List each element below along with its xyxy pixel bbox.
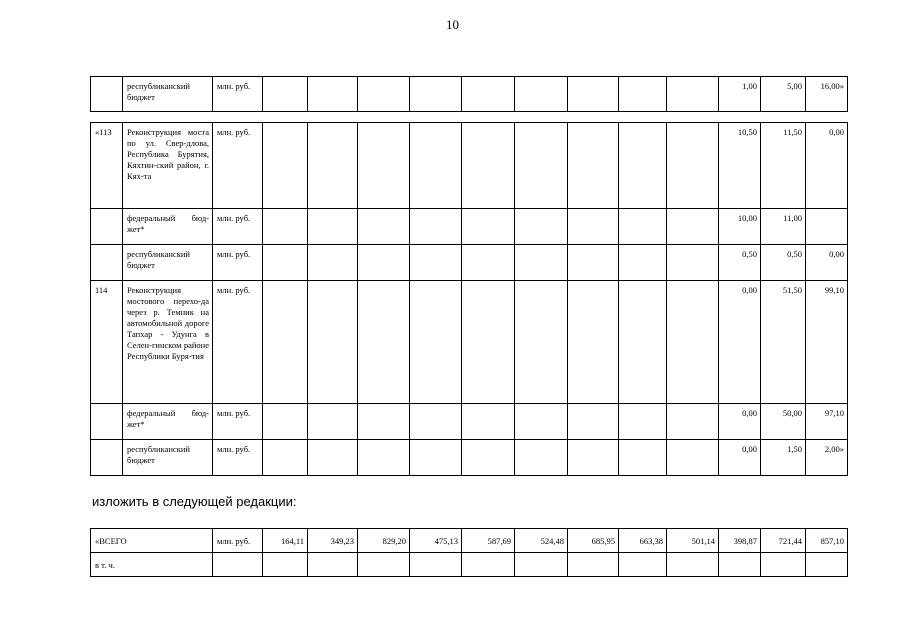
row-id-cell	[91, 209, 123, 245]
value-cell	[308, 553, 358, 577]
table-row	[91, 404, 848, 440]
value-cell	[667, 245, 719, 281]
row-unit-cell: млн. руб.	[213, 529, 263, 553]
value-cell: 11,00	[761, 209, 806, 245]
value-cell	[515, 440, 568, 476]
value-cell: 10,00	[719, 209, 761, 245]
main-table	[90, 122, 848, 476]
row-id-cell	[91, 245, 123, 281]
row-name-cell: республиканский бюджет	[123, 440, 213, 476]
value-cell	[263, 77, 308, 112]
value-cell	[462, 404, 515, 440]
value-cell	[515, 209, 568, 245]
value-cell: 51,50	[761, 281, 806, 404]
value-cell	[619, 404, 667, 440]
value-cell: 99,10	[806, 281, 848, 404]
value-cell	[410, 440, 462, 476]
row-unit-cell: млн. руб.	[213, 123, 263, 209]
value-cell: 97,10	[806, 404, 848, 440]
value-cell	[410, 77, 462, 112]
value-cell: 398,87	[719, 529, 761, 553]
value-cell	[358, 123, 410, 209]
value-cell: 16,00»	[806, 77, 848, 112]
value-cell	[619, 209, 667, 245]
value-cell: 0,00	[806, 245, 848, 281]
value-cell: 829,20	[358, 529, 410, 553]
value-cell	[358, 553, 410, 577]
value-cell	[568, 77, 619, 112]
value-cell: 475,13	[410, 529, 462, 553]
value-cell	[667, 209, 719, 245]
table-row	[91, 440, 848, 476]
value-cell: 11,50	[761, 123, 806, 209]
row-unit-cell: млн. руб.	[213, 404, 263, 440]
value-cell	[667, 553, 719, 577]
value-cell	[263, 281, 308, 404]
value-cell	[263, 553, 308, 577]
row-id-cell	[91, 404, 123, 440]
value-cell	[667, 123, 719, 209]
value-cell	[462, 281, 515, 404]
value-cell	[619, 123, 667, 209]
value-cell	[462, 553, 515, 577]
value-cell	[410, 404, 462, 440]
value-cell	[358, 440, 410, 476]
value-cell	[667, 281, 719, 404]
value-cell	[410, 245, 462, 281]
value-cell	[619, 440, 667, 476]
value-cell	[358, 209, 410, 245]
value-cell	[568, 209, 619, 245]
value-cell	[667, 404, 719, 440]
row-unit-cell: млн. руб.	[213, 440, 263, 476]
value-cell	[462, 209, 515, 245]
value-cell	[358, 281, 410, 404]
value-cell	[619, 245, 667, 281]
table-row	[91, 245, 848, 281]
row-unit-cell: млн. руб.	[213, 245, 263, 281]
value-cell	[358, 404, 410, 440]
value-cell: 524,48	[515, 529, 568, 553]
table-row	[91, 529, 848, 553]
row-label-cell: «ВСЕГО	[91, 529, 213, 553]
value-cell	[619, 281, 667, 404]
row-name-cell: республиканский бюджет	[123, 245, 213, 281]
value-cell	[568, 123, 619, 209]
value-cell	[667, 77, 719, 112]
value-cell	[308, 281, 358, 404]
page-number: 10	[446, 17, 459, 32]
row-name-cell: республиканский бюджет	[123, 77, 213, 112]
value-cell	[462, 245, 515, 281]
value-cell: 501,14	[667, 529, 719, 553]
value-cell	[515, 553, 568, 577]
value-cell	[719, 553, 761, 577]
value-cell	[619, 77, 667, 112]
value-cell: 721,44	[761, 529, 806, 553]
value-cell	[515, 123, 568, 209]
value-cell	[308, 440, 358, 476]
value-cell	[410, 123, 462, 209]
table-row	[91, 77, 848, 112]
row-label-cell: в т. ч.	[91, 553, 213, 577]
value-cell	[568, 553, 619, 577]
value-cell	[568, 281, 619, 404]
value-cell: 0,00	[719, 404, 761, 440]
value-cell: 50,00	[761, 404, 806, 440]
row-unit-cell: млн. руб.	[213, 281, 263, 404]
value-cell	[568, 245, 619, 281]
row-name-cell: федеральный бюд-жет*	[123, 404, 213, 440]
value-cell	[263, 123, 308, 209]
value-cell: 164,11	[263, 529, 308, 553]
value-cell: 587,69	[462, 529, 515, 553]
value-cell: 2,00»	[806, 440, 848, 476]
value-cell	[515, 281, 568, 404]
value-cell	[806, 209, 848, 245]
table-row	[91, 281, 848, 404]
row-id-cell: 114	[91, 281, 123, 404]
row-unit-cell	[213, 553, 263, 577]
value-cell: 5,00	[761, 77, 806, 112]
value-cell	[358, 245, 410, 281]
value-cell	[619, 553, 667, 577]
section-heading: изложить в следующей редакции:	[92, 494, 297, 509]
table-row	[91, 123, 848, 209]
value-cell	[263, 440, 308, 476]
row-unit-cell: млн. руб.	[213, 77, 263, 112]
value-cell	[515, 245, 568, 281]
row-name-cell: федеральный бюд-жет*	[123, 209, 213, 245]
table-row	[91, 553, 848, 577]
value-cell	[410, 553, 462, 577]
value-cell	[263, 404, 308, 440]
row-id-cell	[91, 440, 123, 476]
row-id-cell	[91, 77, 123, 112]
value-cell	[308, 123, 358, 209]
totals-table	[90, 528, 848, 577]
value-cell: 663,38	[619, 529, 667, 553]
value-cell	[515, 77, 568, 112]
value-cell: 349,23	[308, 529, 358, 553]
top-table	[90, 76, 848, 112]
value-cell	[761, 553, 806, 577]
value-cell	[308, 77, 358, 112]
row-name-cell: Реконструкция мостового перехо-да через р. Темник на автомобильной дороге Тапхар - Удунга в Селен-гинском районе Республики Буря-тия	[123, 281, 213, 404]
value-cell: 0,50	[719, 245, 761, 281]
value-cell: 0,00	[719, 440, 761, 476]
value-cell: 857,10	[806, 529, 848, 553]
value-cell: 0,50	[761, 245, 806, 281]
value-cell	[568, 404, 619, 440]
row-id-cell: «113	[91, 123, 123, 209]
value-cell: 0,00	[719, 281, 761, 404]
value-cell	[806, 553, 848, 577]
value-cell	[462, 123, 515, 209]
value-cell: 685,95	[568, 529, 619, 553]
value-cell	[263, 245, 308, 281]
value-cell: 1,00	[719, 77, 761, 112]
value-cell	[462, 440, 515, 476]
value-cell	[308, 404, 358, 440]
value-cell	[667, 440, 719, 476]
value-cell	[263, 209, 308, 245]
value-cell	[308, 245, 358, 281]
value-cell	[410, 209, 462, 245]
value-cell: 0,00	[806, 123, 848, 209]
row-unit-cell: млн. руб.	[213, 209, 263, 245]
value-cell	[358, 77, 410, 112]
value-cell: 10,50	[719, 123, 761, 209]
value-cell	[308, 209, 358, 245]
value-cell	[410, 281, 462, 404]
table-row	[91, 209, 848, 245]
row-name-cell: Реконструкция моста по ул. Свер-длова, Республика Бурятия, Кяхтин-ский район, г. Кях-та	[123, 123, 213, 209]
value-cell	[462, 77, 515, 112]
value-cell	[568, 440, 619, 476]
value-cell: 1,50	[761, 440, 806, 476]
value-cell	[515, 404, 568, 440]
